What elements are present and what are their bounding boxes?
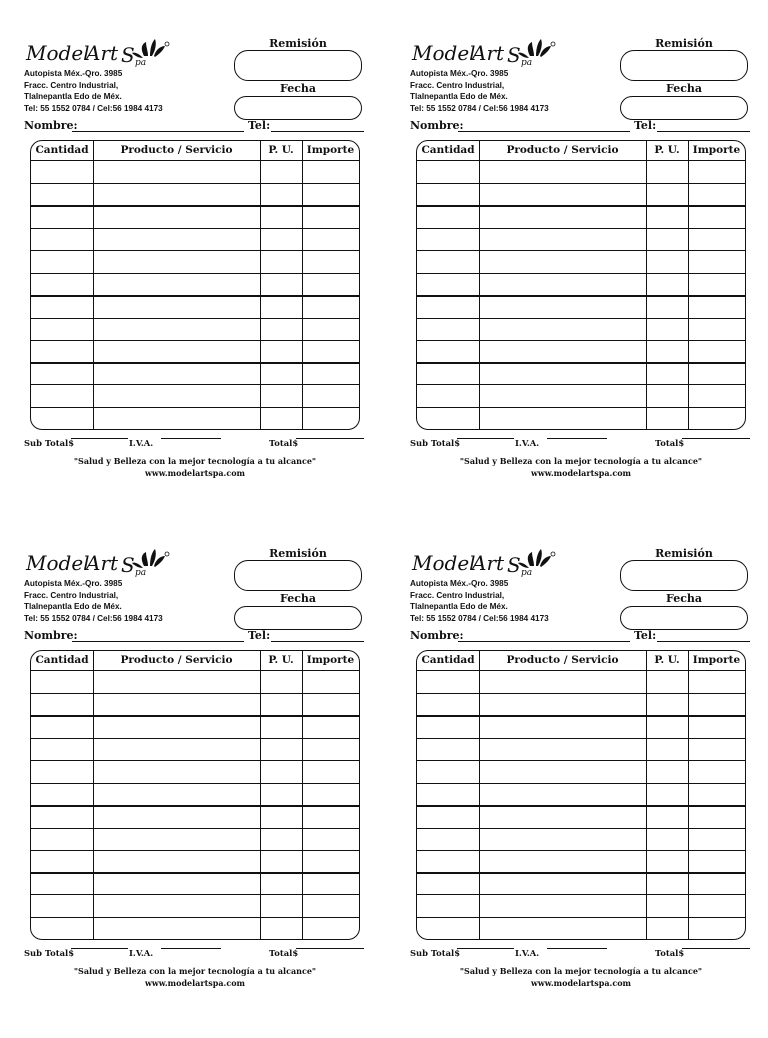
table-row-line (31, 760, 359, 761)
fecha-label: Fecha (279, 82, 317, 95)
table-row-line (417, 738, 745, 739)
table-row-line (417, 917, 745, 918)
table-row-line (417, 228, 745, 229)
subtotal-label: Sub Total$ (24, 948, 75, 958)
table-row-line (417, 362, 745, 364)
column-divider (688, 651, 689, 939)
column-divider (260, 651, 261, 939)
subtotal-field[interactable] (71, 948, 128, 949)
table-row-line (31, 850, 359, 851)
total-field[interactable] (296, 438, 364, 439)
company-address (24, 578, 163, 624)
column-header-importe: Importe (306, 654, 355, 666)
total-label: Total$ (269, 438, 299, 448)
svg-text:S: S (121, 553, 135, 577)
company-address (410, 68, 549, 114)
remision-label: Remisión (269, 37, 327, 50)
table-row-line (417, 828, 745, 829)
address-line: Tel: 55 1552 0784 / Cel:56 1984 4173 (24, 103, 163, 113)
svg-text:S: S (507, 43, 521, 67)
table-row-line (417, 894, 745, 895)
remision-field[interactable] (234, 50, 362, 81)
column-header-cantidad: Cantidad (421, 144, 475, 156)
table-row-line (31, 917, 359, 918)
svg-text:Model: Model (412, 41, 476, 65)
table-row-line (31, 295, 359, 297)
column-header-importe: Importe (692, 144, 741, 156)
tel-field[interactable] (657, 641, 750, 642)
tel-field[interactable] (271, 641, 364, 642)
table-row-line (31, 828, 359, 829)
table-row-line (417, 693, 745, 694)
company-logo (410, 38, 560, 68)
table-row-line (31, 318, 359, 319)
table-row-line (31, 273, 359, 274)
nombre-field[interactable] (458, 131, 630, 132)
address-line: Tlalnepantla Edo de Méx. (24, 92, 122, 101)
remision-form (410, 548, 758, 1038)
column-divider (688, 141, 689, 429)
table-row-line (417, 850, 745, 851)
customer-row (410, 119, 752, 135)
table-row-line (417, 715, 745, 717)
subtotal-field[interactable] (457, 948, 514, 949)
tel-field[interactable] (271, 131, 364, 132)
column-header-cantidad: Cantidad (35, 144, 89, 156)
table-row-line (31, 783, 359, 784)
table-row-line (417, 384, 745, 385)
table-row-line (417, 407, 745, 408)
address-line: Autopista Méx.-Qro. 3985 (24, 579, 123, 588)
nombre-field[interactable] (458, 641, 630, 642)
column-header-cantidad: Cantidad (35, 654, 89, 666)
column-header-cantidad: Cantidad (421, 654, 475, 666)
table-row-line (417, 160, 745, 161)
table-row-line (31, 362, 359, 364)
subtotal-field[interactable] (457, 438, 514, 439)
fecha-field[interactable] (234, 96, 362, 120)
table-row-line (31, 670, 359, 671)
fecha-field[interactable] (620, 96, 748, 120)
nombre-label: Nombre: (24, 629, 78, 642)
column-divider (93, 651, 94, 939)
totals-row (410, 948, 752, 962)
svg-text:Art: Art (472, 551, 505, 575)
svg-text:S: S (121, 43, 135, 67)
website-link[interactable]: www.modelartspa.com (145, 468, 245, 478)
remision-form (410, 38, 758, 528)
table-row-line (417, 273, 745, 274)
logo-lotus-icon (410, 38, 560, 68)
total-label: Total$ (655, 438, 685, 448)
table-row-line (417, 205, 745, 207)
total-field[interactable] (682, 948, 750, 949)
nombre-field[interactable] (72, 641, 244, 642)
svg-text:pa: pa (135, 58, 147, 68)
address-line: Fracc. Centro Industrial, (410, 590, 505, 600)
table-row-line (31, 805, 359, 807)
company-logo (410, 548, 560, 578)
company-logo (24, 548, 174, 578)
company-logo (24, 38, 174, 68)
company-address (24, 68, 163, 114)
totals-row (24, 438, 366, 452)
totals-row (24, 948, 366, 962)
nombre-label: Nombre: (410, 119, 464, 132)
items-table (416, 650, 746, 940)
column-divider (302, 651, 303, 939)
remision-field[interactable] (620, 560, 748, 591)
table-row-line (417, 872, 745, 874)
table-row-line (417, 760, 745, 761)
table-row-line (31, 715, 359, 717)
totals-row (410, 438, 752, 452)
slogan: "Salud y Belleza con la mejor tecnología a tu alcance" (73, 456, 317, 466)
table-row-line (417, 250, 745, 251)
nombre-field[interactable] (72, 131, 244, 132)
address-line: Tlalnepantla Edo de Méx. (410, 92, 508, 101)
address-line: Tlalnepantla Edo de Méx. (24, 602, 122, 611)
table-row-line (31, 250, 359, 251)
logo-lotus-icon (410, 548, 560, 578)
total-field[interactable] (682, 438, 750, 439)
website-link[interactable]: www.modelartspa.com (531, 468, 631, 478)
table-row-line (417, 183, 745, 184)
iva-field[interactable] (161, 438, 221, 439)
column-header-producto: Producto / Servicio (120, 654, 233, 666)
fecha-field[interactable] (620, 606, 748, 630)
remision-form (24, 548, 372, 1038)
table-row-line (417, 318, 745, 319)
table-row-line (31, 160, 359, 161)
fecha-label: Fecha (279, 592, 317, 605)
svg-text:pa: pa (135, 568, 147, 578)
iva-field[interactable] (547, 948, 607, 949)
column-header-pu: P. U. (268, 654, 294, 666)
table-row-line (31, 894, 359, 895)
svg-text:Art: Art (472, 41, 505, 65)
address-line: Tel: 55 1552 0784 / Cel:56 1984 4173 (410, 613, 549, 623)
svg-text:Model: Model (412, 551, 476, 575)
address-line: Tlalnepantla Edo de Méx. (410, 602, 508, 611)
tel-label: Tel: (248, 119, 271, 132)
customer-row (24, 629, 366, 645)
table-row-line (417, 783, 745, 784)
column-header-producto: Producto / Servicio (120, 144, 233, 156)
address-line: Fracc. Centro Industrial, (410, 80, 505, 90)
address-line: Fracc. Centro Industrial, (24, 80, 119, 90)
column-divider (260, 141, 261, 429)
nombre-label: Nombre: (24, 119, 78, 132)
address-line: Autopista Méx.-Qro. 3985 (410, 69, 509, 78)
column-divider (479, 651, 480, 939)
svg-text:Model: Model (26, 551, 90, 575)
slogan: "Salud y Belleza con la mejor tecnología a tu alcance" (459, 456, 703, 466)
remision-label: Remisión (269, 547, 327, 560)
iva-field[interactable] (547, 438, 607, 439)
subtotal-field[interactable] (71, 438, 128, 439)
items-table (30, 140, 360, 430)
total-label: Total$ (655, 948, 685, 958)
fecha-label: Fecha (665, 82, 703, 95)
column-divider (646, 651, 647, 939)
customer-row (24, 119, 366, 135)
tel-label: Tel: (634, 629, 657, 642)
table-row-line (31, 340, 359, 341)
column-divider (93, 141, 94, 429)
iva-label: I.V.A. (129, 438, 154, 448)
column-divider (479, 141, 480, 429)
iva-label: I.V.A. (129, 948, 154, 958)
nombre-label: Nombre: (410, 629, 464, 642)
table-row-line (31, 872, 359, 874)
iva-label: I.V.A. (515, 948, 540, 958)
table-row-line (417, 805, 745, 807)
address-line: Tel: 55 1552 0784 / Cel:56 1984 4173 (410, 103, 549, 113)
column-divider (646, 141, 647, 429)
fecha-field[interactable] (234, 606, 362, 630)
remision-form (24, 38, 372, 528)
svg-text:pa: pa (521, 568, 533, 578)
table-row-line (31, 205, 359, 207)
svg-text:Art: Art (86, 41, 119, 65)
fecha-label: Fecha (665, 592, 703, 605)
logo-lotus-icon (24, 38, 174, 68)
subtotal-label: Sub Total$ (410, 438, 461, 448)
address-line: Autopista Méx.-Qro. 3985 (24, 69, 123, 78)
table-row-line (417, 295, 745, 297)
subtotal-label: Sub Total$ (24, 438, 75, 448)
svg-text:pa: pa (521, 58, 533, 68)
website-link[interactable]: www.modelartspa.com (145, 978, 245, 988)
table-row-line (417, 670, 745, 671)
items-table (30, 650, 360, 940)
table-row-line (31, 384, 359, 385)
tel-field[interactable] (657, 131, 750, 132)
total-label: Total$ (269, 948, 299, 958)
column-header-producto: Producto / Servicio (506, 144, 619, 156)
tel-label: Tel: (634, 119, 657, 132)
column-header-pu: P. U. (654, 654, 680, 666)
svg-text:Art: Art (86, 551, 119, 575)
table-row-line (31, 407, 359, 408)
column-header-producto: Producto / Servicio (506, 654, 619, 666)
column-header-importe: Importe (306, 144, 355, 156)
table-row-line (31, 693, 359, 694)
total-field[interactable] (296, 948, 364, 949)
address-line: Tel: 55 1552 0784 / Cel:56 1984 4173 (24, 613, 163, 623)
remision-field[interactable] (620, 50, 748, 81)
svg-text:Model: Model (26, 41, 90, 65)
table-row-line (417, 340, 745, 341)
column-header-importe: Importe (692, 654, 741, 666)
table-row-line (31, 738, 359, 739)
slogan: "Salud y Belleza con la mejor tecnología a tu alcance" (73, 966, 317, 976)
table-row-line (31, 183, 359, 184)
remision-label: Remisión (655, 547, 713, 560)
table-row-line (31, 228, 359, 229)
logo-lotus-icon (24, 548, 174, 578)
slogan: "Salud y Belleza con la mejor tecnología a tu alcance" (459, 966, 703, 976)
tel-label: Tel: (248, 629, 271, 642)
column-header-pu: P. U. (268, 144, 294, 156)
customer-row (410, 629, 752, 645)
items-table (416, 140, 746, 430)
remision-label: Remisión (655, 37, 713, 50)
company-address (410, 578, 549, 624)
column-divider (302, 141, 303, 429)
subtotal-label: Sub Total$ (410, 948, 461, 958)
address-line: Fracc. Centro Industrial, (24, 590, 119, 600)
iva-field[interactable] (161, 948, 221, 949)
remision-field[interactable] (234, 560, 362, 591)
address-line: Autopista Méx.-Qro. 3985 (410, 579, 509, 588)
column-header-pu: P. U. (654, 144, 680, 156)
svg-text:S: S (507, 553, 521, 577)
iva-label: I.V.A. (515, 438, 540, 448)
website-link[interactable]: www.modelartspa.com (531, 978, 631, 988)
